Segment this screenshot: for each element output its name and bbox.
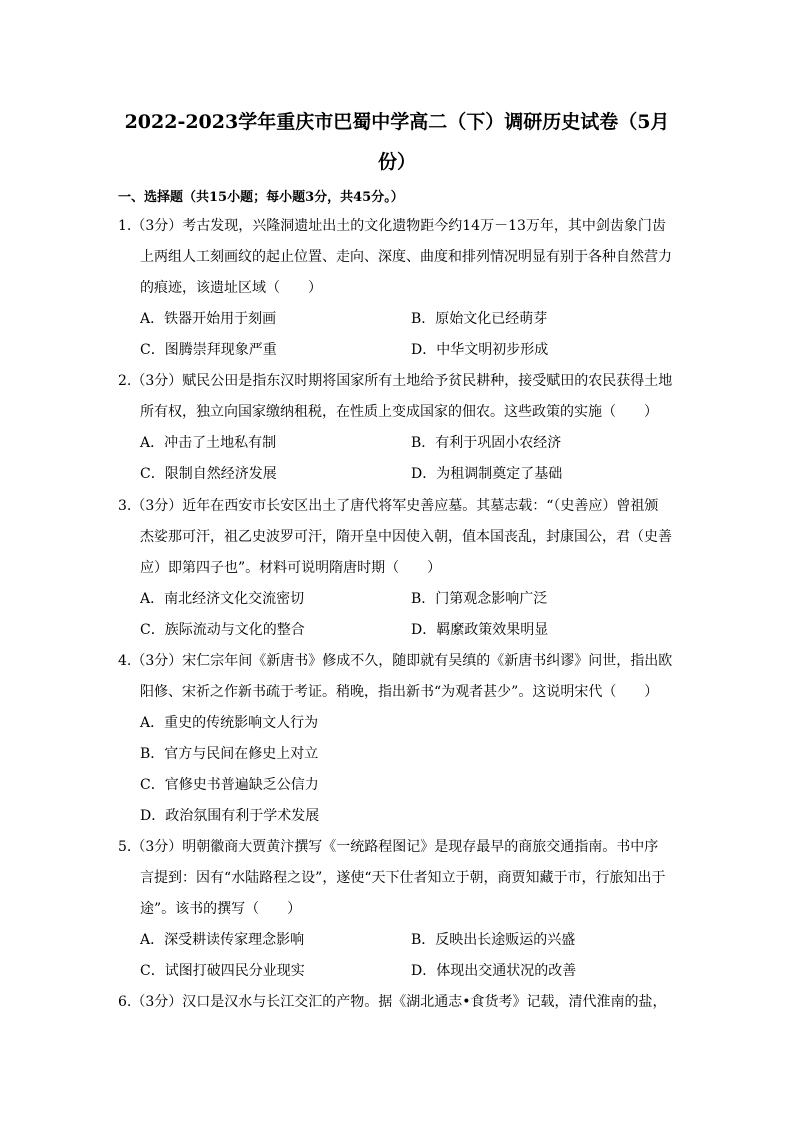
question-5-option-c[interactable]: C．试图打破四民分业现实	[140, 963, 305, 979]
question-2-options-row-1	[118, 428, 678, 459]
question-2-option-d[interactable]: D．为租调制奠定了基础	[411, 466, 563, 482]
question-2-option-b[interactable]: B．有利于巩固小农经济	[411, 435, 562, 451]
question-4-line-2: 阳修、宋祈之作新书疏于考证。稍晚，指出新书“为观者甚少”。这说明宋代（ ）	[140, 684, 659, 700]
question-1-option-c[interactable]: C．图腾崇拜现象严重	[140, 342, 277, 358]
exam-title	[110, 102, 684, 182]
question-1-option-d[interactable]: D．中华文明初步形成	[411, 342, 549, 358]
question-5-options-row-1	[118, 925, 678, 956]
question-5-option-d[interactable]: D．体现出交通状况的改善	[411, 963, 577, 979]
question-2-line-1: 2.（3分）赋民公田是指东汉时期将国家所有土地给予贫民耕种，接受赋田的农民获得土地	[118, 373, 673, 389]
question-2-option-a[interactable]: A．冲击了土地私有制	[140, 435, 277, 451]
question-2-option-c[interactable]: C．限制自然经济发展	[140, 466, 277, 482]
question-1-options-row-2	[118, 335, 678, 366]
question-4-option-b[interactable]: B．官方与民间在修史上对立	[140, 746, 319, 762]
question-1-line-2: 上两组人工刻画纹的起止位置、走向、深度、曲度和排列情况明显有别于各种自然营力	[140, 249, 672, 265]
question-1-options-row-1	[118, 304, 678, 335]
question-4	[118, 646, 678, 832]
question-5-line-1: 5.（3分）明朝徽商大贾黄汴撰写《一统路程图记》是现存最早的商旅交通指南。书中序	[118, 839, 659, 855]
exam-title-line1: 2022-2023学年重庆市巴蜀中学高二（下）调研历史试卷（5月	[124, 111, 670, 133]
question-4-line-1: 4.（3分）宋仁宗年间《新唐书》修成不久，随即就有吴缜的《新唐书纠谬》问世，指出欧	[118, 653, 673, 669]
exam-title-line2: 份）	[377, 151, 416, 173]
question-5	[118, 832, 678, 987]
question-3-line-3: 应）即第四子也”。材料可说明隋唐时期（ ）	[140, 560, 442, 576]
question-4-option-c[interactable]: C．官修史书普遍缺乏公信力	[140, 777, 319, 793]
question-5-line-2: 言提到：因有“水陆路程之设”，遂使“天下仕者知立于朝，商贾知藏于市，行旅知出于	[140, 870, 666, 886]
question-1-option-a[interactable]: A．铁器开始用于刻画	[140, 311, 277, 327]
question-5-option-b[interactable]: B．反映出长途贩运的兴盛	[411, 932, 576, 948]
question-5-option-a[interactable]: A．深受耕读传家理念影响	[140, 932, 305, 948]
question-6-line-1: 6.（3分）汉口是汉水与长江交汇的产物。据《湖北通志•食货考》记载，清代淮南的盐，	[118, 994, 667, 1010]
question-1-line-1: 1.（3分）考古发现，兴隆洞遗址出土的文化遗物距今约14万－13万年，其中剑齿象门齿	[118, 218, 666, 234]
question-3	[118, 491, 678, 646]
question-4-option-d[interactable]: D．政治氛围有利于学术发展	[140, 808, 320, 824]
question-3-option-d[interactable]: D．羁縻政策效果明显	[411, 622, 549, 638]
question-5-line-3: 途”。该书的撰写（ ）	[140, 901, 302, 917]
question-1-line-3: 的痕迹，该遗址区域（ ）	[140, 280, 322, 296]
question-1-option-b[interactable]: B．原始文化已经萌芽	[411, 311, 548, 327]
question-6	[118, 987, 678, 1018]
question-3-option-c[interactable]: C．族际流动与文化的整合	[140, 622, 305, 638]
question-2	[118, 366, 678, 490]
question-3-option-b[interactable]: B．门第观念影响广泛	[411, 591, 548, 607]
question-2-line-2: 所有权，独立向国家缴纳租税，在性质上变成国家的佃农。这些政策的实施（ ）	[140, 404, 658, 420]
question-3-line-1: 3.（3分）近年在西安市长安区出土了唐代将军史善应墓。其墓志载：“（史善应）曾祖颁	[118, 498, 659, 514]
question-3-options-row-2	[118, 615, 678, 646]
question-2-options-row-2	[118, 459, 678, 490]
question-3-line-2: 杰娑那可汗，祖乙史波罗可汗，隋开皇中因使入朝，值本国丧乱，封康国公，君（史善	[140, 529, 672, 545]
question-5-options-row-2	[118, 956, 678, 987]
question-3-option-a[interactable]: A．南北经济文化交流密切	[140, 591, 305, 607]
question-4-option-a[interactable]: A．重史的传统影响文人行为	[140, 715, 319, 731]
question-3-options-row-1	[118, 584, 678, 615]
question-1	[118, 211, 678, 366]
section-heading: 一、选择题（共15小题；每小题3分，共45分。）	[118, 190, 404, 205]
